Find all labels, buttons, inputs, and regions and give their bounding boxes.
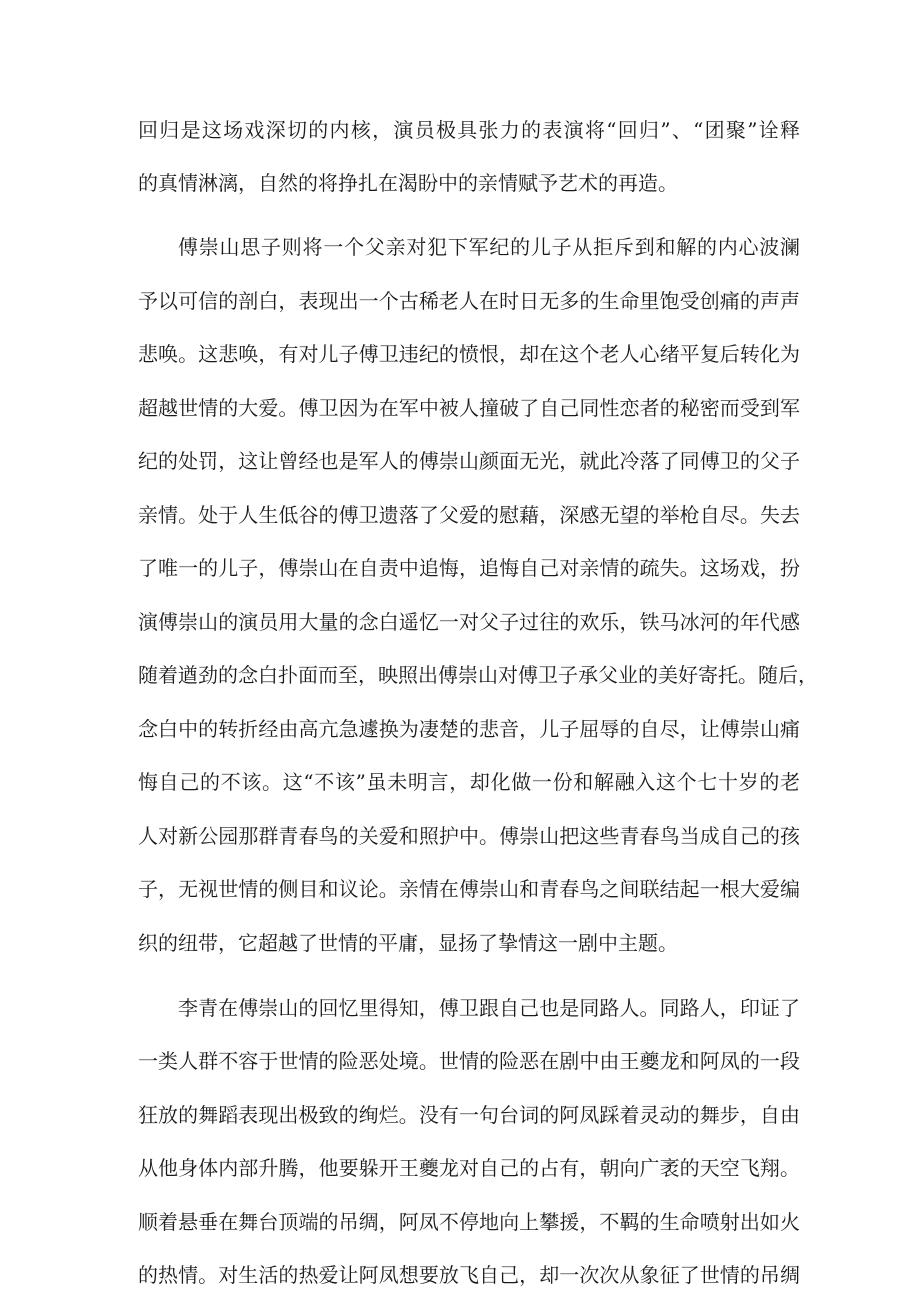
- text-line-18: 一类人群不容于世情的险恶处境。世情的险恶在剧中由王夔龙和阿凤的一段: [138, 1049, 800, 1073]
- text-line-12: 念白中的转折经由高亢急遽换为凄楚的悲音，儿子屈辱的自尽，让傅崇山痛: [138, 717, 800, 741]
- text-line-21: 顺着悬垂在舞台顶端的吊绸，阿凤不停地向上攀援，不羁的生命喷射出如火: [138, 1210, 800, 1234]
- text-line-10: 演傅崇山的演员用大量的念白遥忆一对父子过往的欢乐，铁马冰河的年代感: [138, 610, 800, 634]
- text-line-19: 狂放的舞蹈表现出极致的绚烂。没有一句台词的阿凤踩着灵动的舞步，自由: [138, 1103, 800, 1127]
- text-line-7: 纪的处罚，这让曾经也是军人的傅崇山颜面无光，就此冷落了同傅卫的父子: [138, 449, 800, 473]
- text-line-16: 织的纽带，它超越了世情的平庸，显扬了挚情这一剧中主题。: [138, 931, 678, 955]
- text-line-15: 子，无视世情的侧目和议论。亲情在傅崇山和青春鸟之间联结起一根大爱编: [138, 877, 800, 901]
- text-line-5: 悲唤。这悲唤，有对儿子傅卫违纪的愤恨，却在这个老人心绪平复后转化为: [138, 342, 800, 366]
- text-line-20: 从他身体内部升腾，他要躲开王夔龙对自己的占有，朝向广袤的天空飞翔。: [138, 1156, 800, 1180]
- text-line-14: 人对新公园那群青春鸟的关爱和照护中。傅崇山把这些青春鸟当成自己的孩: [138, 824, 800, 848]
- text-line-8: 亲情。处于人生低谷的傅卫遗落了父爱的慰藉，深感无望的举枪自尽。失去: [138, 503, 800, 527]
- text-line-17: 李青在傅崇山的回忆里得知，傅卫跟自己也是同路人。同路人，印证了: [178, 996, 800, 1020]
- text-line-11: 随着遒劲的念白扑面而至，映照出傅崇山对傅卫子承父业的美好寄托。随后，: [138, 663, 818, 687]
- text-line-22: 的热情。对生活的热爱让阿凤想要放飞自己，却一次次从象征了世情的吊绸: [138, 1263, 800, 1287]
- text-line-6: 超越世情的大爱。傅卫因为在军中被人撞破了自己同性恋者的秘密而受到军: [138, 396, 800, 420]
- text-line-4: 予以可信的剖白，表现出一个古稀老人在时日无多的生命里饱受创痛的声声: [138, 289, 800, 313]
- text-line-13: 悔自己的不该。这“不该”虽未明言，却化做一份和解融入这个七十岁的老: [138, 770, 800, 794]
- text-line-2: 的真情淋漓，自然的将挣扎在渴盼中的亲情赋予艺术的再造。: [138, 171, 678, 195]
- text-line-9: 了唯一的儿子，傅崇山在自责中追悔，追悔自己对亲情的疏失。这场戏，扮: [138, 556, 800, 580]
- text-line-1: 回归是这场戏深切的内核，演员极具张力的表演将“回归”、“团聚”诠释: [138, 118, 800, 142]
- text-line-3: 傅崇山思子则将一个父亲对犯下军纪的儿子从拒斥到和解的内心波澜: [178, 235, 800, 259]
